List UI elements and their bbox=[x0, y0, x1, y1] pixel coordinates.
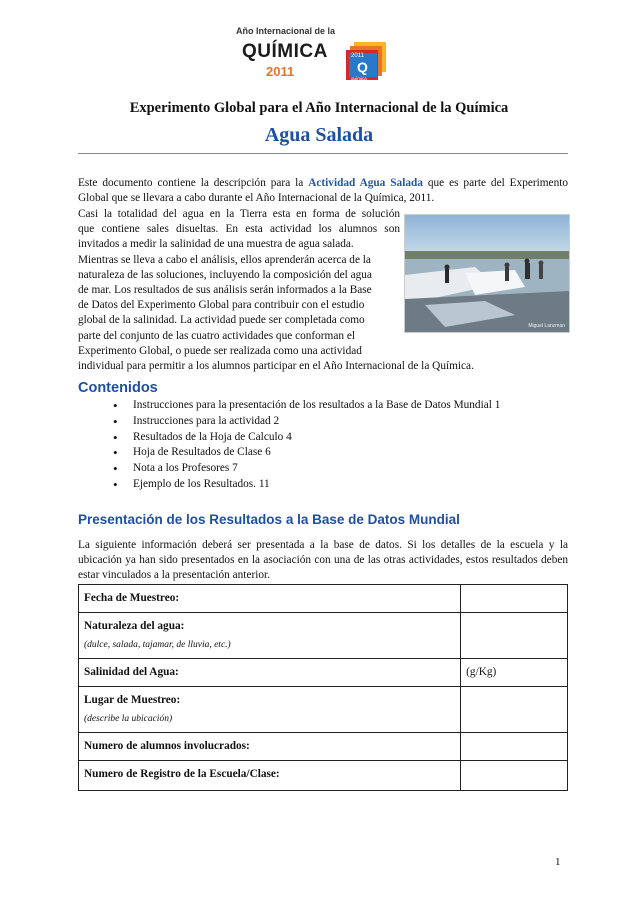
intro-wrapped-lines bbox=[78, 207, 400, 359]
toc-item[interactable]: • Instrucciones para la actividad 2 bbox=[110, 415, 570, 431]
intro-line: de Datos del Experimento Global para contribuir con el estudio bbox=[78, 299, 365, 312]
form-row-place bbox=[79, 687, 568, 733]
title-divider bbox=[78, 153, 568, 154]
form-row-salinity bbox=[79, 659, 568, 687]
intro-paragraph bbox=[78, 176, 568, 206]
page-number: 1 bbox=[555, 856, 561, 868]
place-cell bbox=[79, 687, 461, 733]
intro-line: parte del conjunto de las cuatro actividades que conforman el bbox=[78, 329, 355, 342]
badge-letter: Q bbox=[357, 59, 368, 75]
results-heading: Presentación de los Resultados a la Base de Datos Mundial bbox=[78, 512, 460, 527]
document-subtitle: Agua Salada bbox=[264, 124, 374, 146]
students-label: Numero de alumnos involucrados: bbox=[79, 733, 461, 761]
logo-line2: QUÍMICA bbox=[242, 41, 328, 62]
students-field[interactable] bbox=[461, 733, 568, 761]
form-row-registry bbox=[79, 761, 568, 791]
photo-credit: Miguel Lanzman bbox=[528, 323, 565, 329]
salinity-field[interactable] bbox=[461, 659, 568, 687]
intro-line: de mar. Los resultados de sus análisis serán informados a la Base bbox=[78, 284, 372, 297]
intro-line: global de la salinidad. La actividad puede ser completada como bbox=[78, 314, 365, 327]
iyc-2011-logo bbox=[232, 14, 392, 84]
intro-line: invitados a medir la salinidad de una muestra de agua salada. bbox=[78, 238, 354, 251]
intro-last-line: individual para permitir a los alumnos participar en el Año Internacional de la Química. bbox=[78, 360, 474, 372]
toc-item[interactable]: • Ejemplo de los Resultados. 11 bbox=[110, 478, 570, 494]
nature-hint: (dulce, salada, tajamar, de lluvia, etc.) bbox=[84, 640, 231, 650]
salt-workers-image bbox=[405, 215, 569, 332]
submission-form-table bbox=[78, 584, 568, 791]
logo-line1: Año Internacional de la bbox=[236, 26, 336, 36]
table-of-contents bbox=[110, 399, 570, 494]
nature-cell bbox=[79, 613, 461, 659]
place-field[interactable] bbox=[461, 687, 568, 733]
form-row-students bbox=[79, 733, 568, 761]
registry-field[interactable] bbox=[461, 761, 568, 791]
badge-year: 2011 bbox=[351, 53, 364, 59]
nature-field[interactable] bbox=[461, 613, 568, 659]
date-label: Fecha de Muestreo: bbox=[79, 585, 461, 613]
salinity-unit: (g/Kg) bbox=[466, 666, 497, 678]
document-title: Experimento Global para el Año Internacional de la Química bbox=[129, 100, 509, 116]
intro-line: naturaleza de las soluciones, incluyendo la composición del agua bbox=[78, 268, 372, 281]
intro-text-before: Este documento contiene la descripción para la bbox=[78, 177, 309, 189]
intro-text-after: que es parte del Experimento Global que se llevara a cabo durante el Año Internacional de la Química, 2011. bbox=[78, 177, 568, 205]
place-hint: (describe la ubicación) bbox=[84, 714, 173, 724]
contents-heading: Contenidos bbox=[78, 380, 158, 396]
salinity-label: Salinidad del Agua: bbox=[79, 659, 461, 687]
toc-item[interactable]: • Nota a los Profesores 7 bbox=[110, 462, 570, 478]
salt-flats-photo bbox=[404, 214, 570, 333]
registry-label: Numero de Registro de la Escuela/Clase: bbox=[79, 761, 461, 791]
intro-line: Experimento Global, o puede ser realizada como una actividad bbox=[78, 344, 362, 357]
form-row-nature bbox=[79, 613, 568, 659]
place-label: Lugar de Muestreo: bbox=[84, 694, 181, 706]
intro-line: que contiene sales disueltas. En esta actividad los alumnos son bbox=[78, 223, 400, 236]
intro-line: Mientras se lleva a cabo el análisis, ellos aprenderán acerca de la bbox=[78, 253, 371, 266]
nature-label: Naturaleza del agua: bbox=[84, 620, 185, 632]
activity-name: Actividad Agua Salada bbox=[308, 177, 423, 189]
results-paragraph: La siguiente información deberá ser presentada a la base de datos. Si los detalles de la escuela y la ubicación ya han sido presentados en la asociación con una de las otras actividades, estos resultados deben estar vinculados a la presentación anterior. bbox=[78, 539, 568, 582]
date-field[interactable] bbox=[461, 585, 568, 613]
form-row-date bbox=[79, 585, 568, 613]
toc-item[interactable]: • Resultados de la Hoja de Calculo 4 bbox=[110, 431, 570, 447]
intro-line: Casi la totalidad del agua en la Tierra esta en forma de solución bbox=[78, 208, 400, 220]
toc-item[interactable]: • Hoja de Resultados de Clase 6 bbox=[110, 446, 570, 462]
toc-item[interactable]: • Instrucciones para la presentación de los resultados a la Base de Datos Mundial 1 bbox=[110, 399, 570, 415]
badge-caption: química bbox=[351, 76, 367, 81]
logo-line3: 2011 bbox=[266, 64, 295, 79]
